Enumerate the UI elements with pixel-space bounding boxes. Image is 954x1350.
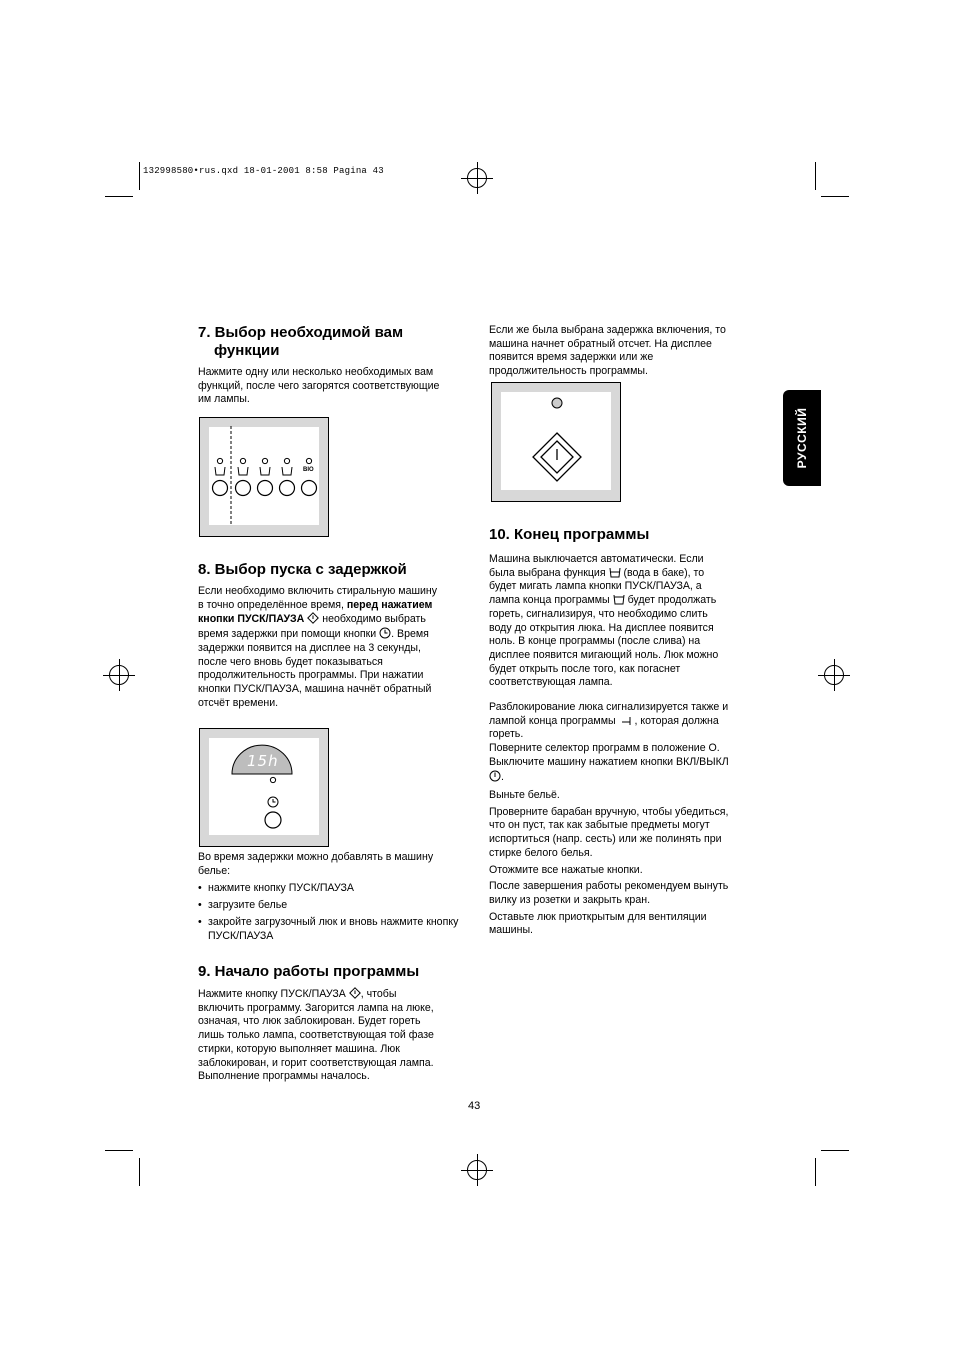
text-line: испортиться (напр. сесть) или же полинять при — [489, 833, 722, 846]
bio-label: BIO — [303, 467, 314, 473]
text-line: Разблокирование люка сигнализируется также и — [489, 701, 729, 713]
start-pause-icon — [307, 612, 319, 624]
text-line: После завершения работы рекомендуем вынуть — [489, 880, 729, 893]
text-line: дисплее появится мигающий ноль. Люк можно — [489, 648, 719, 661]
text-line: гореть, сигнализируя, что необходимо слить — [489, 607, 708, 620]
text-line: появится время задержки или же — [489, 351, 654, 364]
text-line — [198, 599, 437, 613]
crop-mark — [815, 162, 816, 190]
text-line: лишь только лампа, соответствующая той фазе — [198, 1029, 434, 1042]
text-line: включить программу. Загорится лампа на люке, — [198, 1001, 434, 1014]
registration-mark-icon — [109, 665, 129, 685]
text-line: Машина выключается автоматически. Если — [489, 553, 704, 565]
section7-title — [198, 324, 403, 360]
text-line: Выньте бельё. — [489, 789, 560, 801]
start-pause-diagram — [492, 383, 620, 501]
delay-display-diagram — [200, 729, 328, 846]
section10-remaining — [489, 789, 728, 938]
end-of-program-icon — [613, 594, 625, 605]
function-buttons-diagram — [200, 418, 328, 536]
text-run: Нажмите кнопку ПУСК/ПАУЗА — [198, 988, 349, 1000]
text-run: . — [501, 770, 504, 783]
text-run: . Время — [391, 628, 429, 641]
text-line: машина начнет обратный отсчет. На дисплее — [489, 337, 712, 350]
section8-title: 8. Выбор пуска с задержкой — [198, 561, 407, 578]
crop-mark — [821, 196, 849, 197]
text-line: Если же была выбрана задержка включения, то — [489, 324, 726, 336]
text-line — [489, 567, 718, 581]
text-line: белье: — [198, 864, 231, 877]
text-run: лампой конца программы — [489, 714, 619, 727]
file-info-header: 132998580•rus.qxd 18-01-2001 8:58 Pagina 43 — [143, 166, 384, 176]
text-line: означая, что люк заблокирован. Будет гореть — [198, 1015, 421, 1028]
text-line: соответствующая лампа. — [489, 676, 613, 689]
list-item: • нажмите кнопку ПУСК/ПАУЗА — [198, 882, 463, 896]
delay-display-value: 15h — [247, 752, 279, 770]
text-line: Отожмите все нажатые кнопки. — [489, 863, 643, 876]
language-tab-label: РУССКИЙ — [795, 407, 809, 469]
section7-text — [198, 366, 439, 407]
registration-mark-icon — [467, 168, 487, 188]
text-run-bold: кнопки ПУСК/ПАУЗА — [198, 613, 305, 626]
text-line: кнопки ПУСК/ПАУЗА, машина начнёт обратный — [198, 682, 432, 695]
section10-paragraph2 — [489, 701, 729, 784]
crop-mark — [105, 196, 133, 197]
text-line: Оставьте люк приоткрытым для вентиляции — [489, 910, 707, 923]
crop-mark — [139, 162, 140, 190]
function-buttons-panel — [199, 417, 329, 537]
text-line: воду до открытия люка. На дисплее появится — [489, 621, 714, 634]
text-line — [198, 612, 437, 627]
crop-mark — [105, 1150, 133, 1151]
text-line: после чего вновь будет показываться — [198, 655, 383, 668]
text-line: продолжительность программы. — [489, 365, 648, 378]
crop-mark — [821, 1150, 849, 1151]
text-line: Нажмите одну или несколько необходимых вам — [198, 366, 434, 378]
crop-mark — [815, 1158, 816, 1186]
water-in-tub-icon — [609, 567, 621, 578]
section9-title: 9. Начало работы программы — [198, 963, 420, 980]
section10-title: 10. Конец программы — [489, 526, 650, 543]
delay-display-panel — [199, 728, 329, 847]
text-line — [489, 715, 729, 729]
text-line: Выключите машину нажатием кнопки ВКЛ/ВЫКЛ — [489, 755, 729, 768]
text-line: Проверните барабан вручную, чтобы убедиться, — [489, 805, 729, 818]
text-run-bold: перед нажатием — [346, 598, 433, 611]
section8-text — [198, 585, 437, 710]
list-item: • загрузите белье — [198, 899, 463, 913]
text-run: была выбрана функция — [489, 566, 609, 579]
section7-title-line1: 7. Выбор необходимой вам — [198, 324, 404, 341]
section10-paragraph1 — [489, 553, 718, 690]
text-line: Во время задержки можно добавлять в машину — [198, 851, 434, 863]
text-line: что он пуст, так как забытые предметы могут — [489, 819, 710, 832]
text-line: вилку из розетки и закрыть кран. — [489, 893, 651, 906]
text-line: будет мигать лампа кнопки ПУСК/ПАУЗА, а — [489, 580, 702, 593]
text-line: машины. — [489, 924, 533, 937]
text-line: Если необходимо включить стиральную машину — [198, 585, 438, 597]
text-run: время задержки при помощи кнопки — [198, 628, 380, 641]
text-line — [198, 987, 434, 1002]
text-run: лампа конца программы — [489, 594, 613, 607]
text-line: будет открыть после того, как погаснет — [489, 662, 681, 675]
text-line: Поверните селектор программ в положение О. — [489, 742, 720, 755]
page-number: 43 — [468, 1100, 481, 1112]
registration-mark-icon — [824, 665, 844, 685]
text-run: , чтобы — [360, 988, 397, 1000]
text-run: будет продолжать — [624, 594, 717, 607]
start-pause-panel — [491, 382, 621, 502]
delay-clock-icon — [379, 627, 391, 639]
text-line: задержки появится на дисплее на 3 секунды, — [198, 641, 421, 654]
text-line: им лампы. — [198, 393, 250, 406]
on-off-icon — [489, 770, 501, 782]
text-run: , которая должна — [634, 714, 719, 727]
text-line: функций, после чего загорятся соответствующие — [198, 379, 440, 392]
text-line: продолжительность программы. При нажатии — [198, 669, 424, 682]
start-pause-icon — [349, 987, 361, 999]
section7-title-line2: функции — [214, 342, 280, 359]
language-tab — [783, 390, 821, 486]
text-line: гореть. — [489, 728, 524, 741]
text-line: заблокирован, и горит соответствующая лампа. — [198, 1056, 434, 1069]
right-intro-text — [489, 324, 726, 379]
text-line: отсчёт времени. — [198, 696, 279, 709]
text-run: (вода в баке), то — [620, 566, 705, 579]
section9-text — [198, 987, 434, 1084]
door-lock-end-icon — [619, 715, 635, 726]
section8-after-panel-text — [198, 851, 433, 878]
text-line: стирке белого белья. — [489, 846, 593, 859]
text-run: в точно определённое время, — [198, 598, 347, 611]
text-line — [489, 594, 718, 608]
crop-mark — [139, 1158, 140, 1186]
text-line — [489, 770, 729, 785]
text-line: Выполнение программы началось. — [198, 1070, 370, 1083]
registration-mark-icon — [467, 1160, 487, 1180]
text-run: необходимо выбрать — [319, 613, 426, 626]
section8-bullet-list — [198, 882, 463, 947]
list-item: • закройте загрузочный люк и вновь нажмите кнопку ПУСК/ПАУЗА — [198, 916, 463, 943]
text-line — [198, 627, 437, 642]
text-line: ноль. В конце программы (после слива) на — [489, 635, 701, 648]
text-line: стирки, которую выполняет машина. Люк — [198, 1042, 400, 1055]
